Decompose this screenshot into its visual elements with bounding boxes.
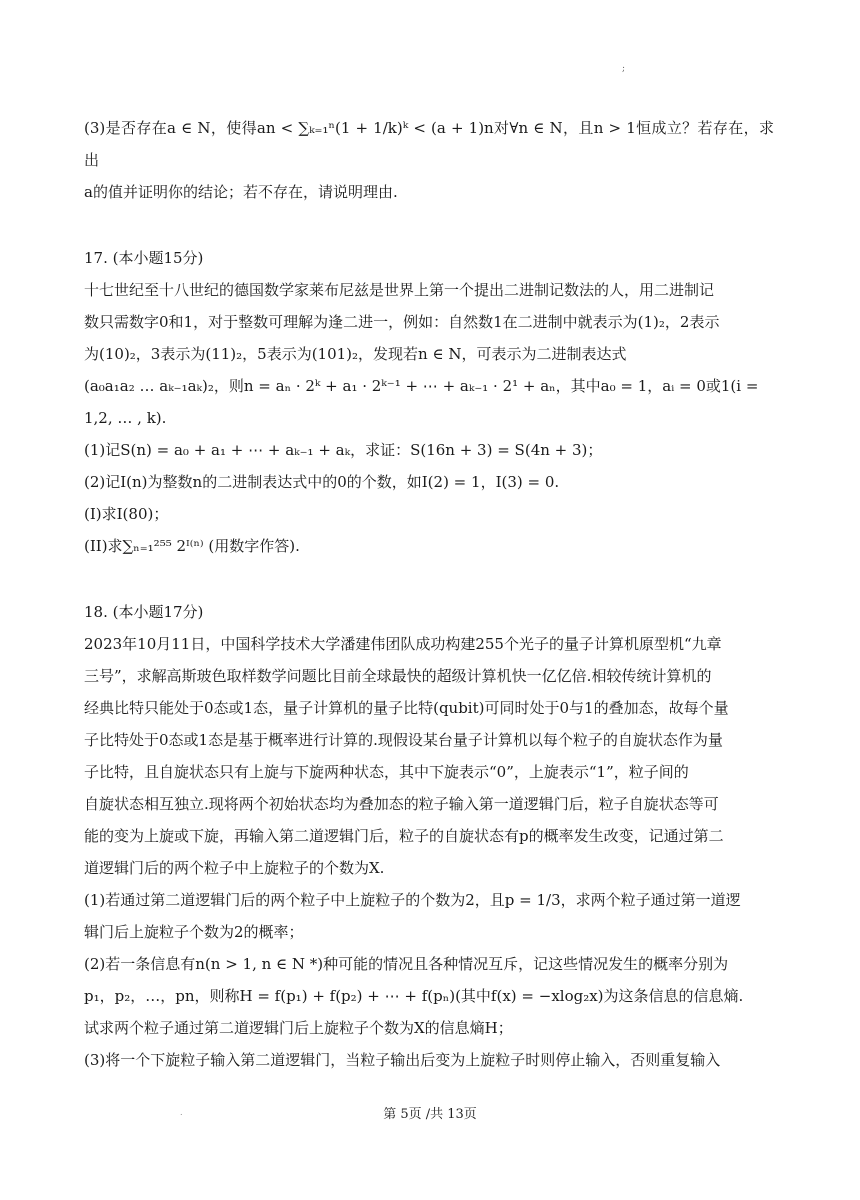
q17-line: (a₀a₁a₂ … aₖ₋₁aₖ)₂，则n = aₙ · 2ᵏ + a₁ · 2ᵏ⁻¹ + ⋯ + aₖ₋₁ · 2¹ + aₙ，其中a₀ = 1，aᵢ = 0或1(i =	[84, 377, 759, 395]
q18-line: 自旋状态相互独立.现将两个初始状态均为叠加态的粒子输入第一道逻辑门后，粒子自旋状态等可	[84, 795, 719, 813]
page-content	[84, 112, 774, 1076]
q18-line: 经典比特只能处于0态或1态，量子计算机的量子比特(qubit)可同时处于0与1的叠加态，故每个量	[84, 699, 729, 717]
q17-title: 17. (本小题15分)	[84, 249, 204, 267]
q17-line: 数只需数字0和1，对于整数可理解为逢二进一，例如：自然数1在二进制中就表示为(1)₂，2表示	[84, 313, 720, 331]
q18-title: 18. (本小题17分)	[84, 603, 204, 621]
q16-part3-line-2: a的值并证明你的结论；若不存在，请说明理由.	[84, 183, 398, 201]
q17-part1: (1)记S(n) = a₀ + a₁ + ⋯ + aₖ₋₁ + aₖ，求证：S(16n + 3) = S(4n + 3)；	[84, 441, 603, 459]
q18-part1-cont: 辑门后上旋粒子个数为2的概率；	[84, 923, 304, 941]
page-number: 第 5页 /共 13页	[383, 1107, 477, 1122]
q18-part2-cont: p₁，p₂，…，pn，则称H = f(p₁) + f(p₂) + ⋯ + f(pₙ)(其中f(x) = −xlog₂x)为这条信息的信息熵.	[84, 987, 744, 1005]
q17-line: 十七世纪至十八世纪的德国数学家莱布尼兹是世界上第一个提出二进制记数法的人，用二进制记	[84, 281, 715, 299]
q18-part2: (2)若一条信息有n(n > 1, n ∈ N *)种可能的情况且各种情况互斥，记这些情况发生的概率分别为	[84, 955, 729, 973]
q18-line: 三号”，求解高斯玻色取样数学问题比目前全球最快的超级计算机快一亿亿倍.相较传统计算机的	[84, 667, 712, 685]
q18-part3: (3)将一个下旋粒子输入第二道逻辑门，当粒子输出后变为上旋粒子时则停止输入，否则重复输入	[84, 1051, 721, 1069]
q18-line: 子比特，且自旋状态只有上旋与下旋两种状态，其中下旋表示“0”，上旋表示“1”，粒子间的	[84, 763, 689, 781]
q17-part2: (2)记I(n)为整数n的二进制表达式中的0的个数，如I(2) = 1，I(3) = 0.	[84, 473, 560, 491]
q18-line: 2023年10月11日，中国科学技术大学潘建伟团队成功构建255个光子的量子计算机原型机“九章	[84, 635, 722, 653]
q18-line: 子比特处于0态或1态是基于概率进行计算的.现假设某台量子计算机以每个粒子的自旋状态作为量	[84, 731, 723, 749]
q17-part2-ii: (II)求∑ₙ₌₁²⁵⁵ 2ᴵ⁽ⁿ⁾ (用数字作答).	[84, 537, 300, 555]
q17-line: 为(10)₂，3表示为(11)₂，5表示为(101)₂，发现若n ∈ N，可表示为二进制表达式	[84, 345, 627, 363]
q18-part1: (1)若通过第二道逻辑门后的两个粒子中上旋粒子的个数为2，且p = 1/3，求两个粒子通过第一道逻	[84, 891, 741, 909]
q18-part2-cont: 试求两个粒子通过第二道逻辑门后上旋粒子个数为X的信息熵H；	[84, 1019, 513, 1037]
q18-line: 道逻辑门后的两个粒子中上旋粒子的个数为X.	[84, 859, 385, 877]
q16-part3-line-1: (3)是否存在a ∈ N，使得an < ∑ₖ₌₁ⁿ(1 + 1/k)ᵏ < (a + 1)n对∀n ∈ N，且n > 1恒成立？若存在，求出	[84, 119, 774, 169]
q17-part2-i: (I)求I(80)；	[84, 505, 169, 523]
header-mark: ;	[622, 64, 626, 74]
q17-line: 1,2, … , k).	[84, 409, 167, 427]
footer-dot: .	[180, 1108, 183, 1117]
q18-line: 能的变为上旋或下旋，再输入第二道逻辑门后，粒子的自旋状态有p的概率发生改变，记通过第二	[84, 827, 724, 845]
